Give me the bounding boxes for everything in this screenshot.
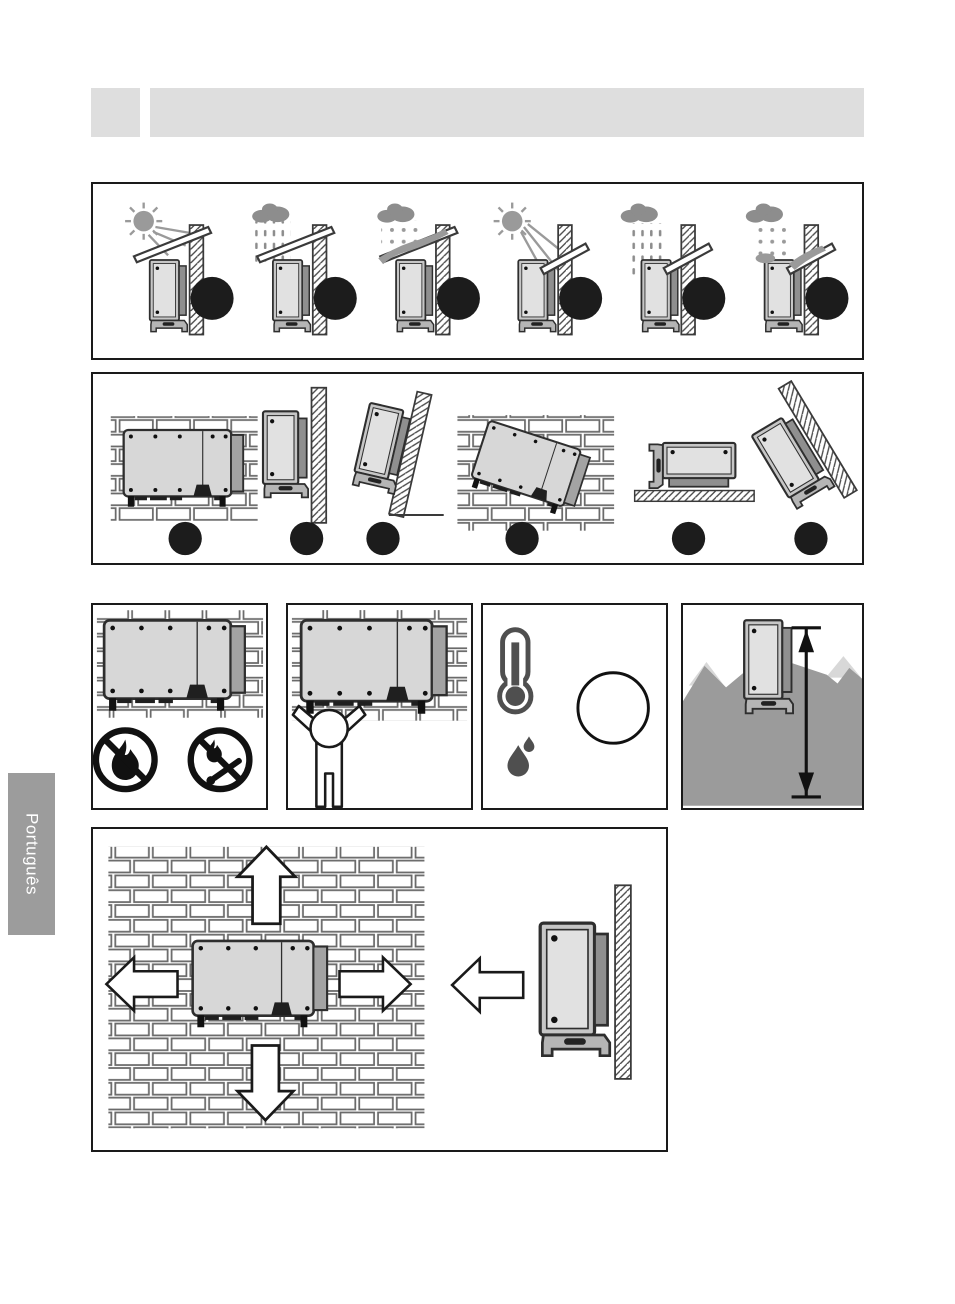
figure-altitude — [683, 605, 862, 808]
diagram-sun-exposed — [494, 203, 603, 335]
wall-post — [804, 225, 818, 334]
diagram-sun-covered — [125, 203, 234, 335]
figure-panel-climate — [481, 603, 668, 810]
diagram-mount-side — [263, 388, 326, 555]
language-tab — [8, 773, 55, 935]
thermometer-icon — [500, 630, 531, 712]
snow-cloud-icon — [746, 204, 783, 223]
diagram-lying-flat — [635, 443, 754, 555]
diagram-rain-covered — [252, 204, 357, 335]
ground — [635, 491, 754, 502]
wall-post — [615, 885, 631, 1079]
figure-clearance — [93, 829, 666, 1150]
status-dot — [794, 522, 827, 555]
person-arms-raised-icon — [293, 706, 365, 807]
no-fire-icon — [96, 730, 155, 789]
figure-panel-clearance — [91, 827, 668, 1152]
figure-climate — [483, 605, 666, 808]
figure-mounting-orientation — [93, 374, 862, 563]
status-dot — [366, 522, 399, 555]
status-dot — [191, 277, 234, 320]
status-dot — [169, 522, 202, 555]
wall-post — [558, 225, 572, 334]
no-open-flame-icon — [191, 730, 250, 789]
status-dot — [559, 277, 602, 320]
diagram-snow-exposed — [746, 204, 849, 335]
wall-post — [681, 225, 695, 334]
diagram-snow-covered — [377, 204, 480, 335]
inverter-side-view — [273, 260, 311, 332]
inverter-side-view — [396, 260, 434, 332]
rain-cloud-icon — [252, 204, 289, 223]
inverter-front-view — [301, 620, 446, 713]
wall-post — [312, 388, 327, 523]
figure-panel-out-of-reach — [286, 603, 473, 810]
inverter-side-view — [150, 260, 188, 332]
diagram-mount-front — [111, 416, 258, 555]
inverter-side-view — [540, 923, 610, 1056]
status-dot — [505, 522, 538, 555]
figure-weather-protection — [93, 184, 862, 358]
inverter-front-view — [193, 941, 327, 1027]
sun-icon — [494, 203, 531, 240]
status-dot — [437, 277, 480, 320]
diagram-rain-exposed — [621, 204, 726, 335]
header-page-number-box — [91, 88, 140, 137]
figure-panel-weather-protection — [91, 182, 864, 360]
status-dot — [805, 277, 848, 320]
figure-panel-fire-safety — [91, 603, 268, 810]
inverter-side-view — [744, 620, 793, 713]
rain-cloud-icon — [621, 204, 658, 223]
header-title-bar — [150, 88, 864, 137]
status-dot — [672, 522, 705, 555]
language-tab-label: Português — [22, 813, 42, 895]
figure-panel-altitude — [681, 603, 864, 810]
status-dot — [314, 277, 357, 320]
inverter-side-view — [263, 411, 308, 497]
snow-cloud-icon — [377, 204, 414, 223]
status-dot — [682, 277, 725, 320]
front-clearance-arrow — [452, 958, 523, 1011]
snow-icon — [752, 221, 793, 260]
diagram-leaning-back — [752, 381, 857, 555]
figure-panel-mounting-orientation — [91, 372, 864, 565]
water-drop-icon-small — [524, 736, 535, 752]
figure-out-of-reach — [288, 605, 471, 808]
status-dot — [290, 522, 323, 555]
diagram-rotated-on-wall — [457, 415, 614, 555]
inverter-front-view — [104, 620, 245, 710]
snow-on-device — [756, 253, 776, 263]
empty-circle — [578, 673, 648, 743]
diagram-tilted-on-sloped-wall — [351, 392, 443, 556]
inverter-side-view — [649, 443, 735, 488]
figure-fire-safety — [93, 605, 266, 808]
inverter-front-view — [124, 430, 244, 507]
